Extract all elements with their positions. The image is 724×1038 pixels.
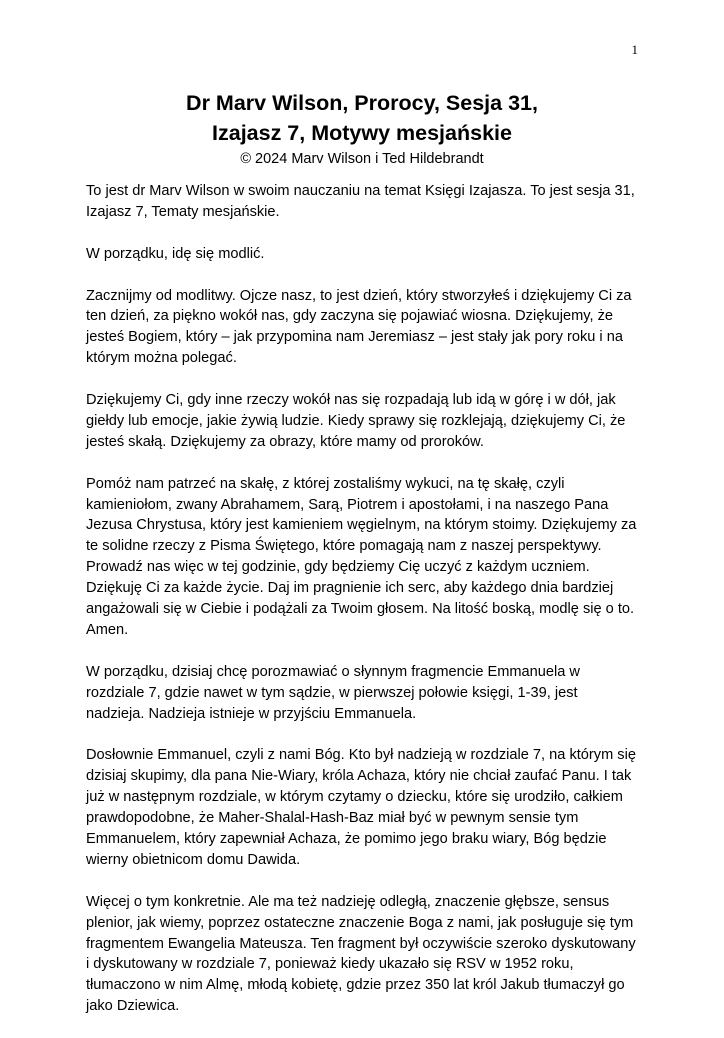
body-text: [86, 181, 638, 1038]
title-line-1: Dr Marv Wilson, Prorocy, Sesja 31,: [186, 91, 538, 115]
paragraph: W porządku, dzisiaj chcę porozmawiać o słynnym fragmencie Emmanuela w rozdziale 7, gdzie nawet w tym sądzie, w pierwszej połowie księgi, 1-39, jest nadzieja. Nadzieja istnieje w przyjściu Emmanuela.: [86, 663, 580, 722]
title-line-2: Izajasz 7, Motywy mesjańskie: [212, 121, 512, 145]
paragraph: Dziękujemy Ci, gdy inne rzeczy wokół nas się rozpadają lub idą w górę i w dół, jak giełdy lub emocje, jakie żywią ludzie. Kiedy sprawy się rozklejają, dziękujemy Ci, że jesteś skałą. Dziękujemy za obrazy, które mamy od proroków.: [86, 392, 626, 450]
paragraph: Pomóż nam patrzeć na skałę, z której zostaliśmy wykuci, na tę skałę, czyli kamieniołom, zwany Abrahamem, Sarą, Piotrem i apostołami, i na naszego Pana Jezusa Chrystusa, który jest kamieniem węgielnym, na którym stoimy. Dziękujemy za te solidne rzeczy z Pisma Świętego, które pomagają nam z naszej perspektywy. Prowadź nas więc w tej godzinie, gdy będziemy Cię uczyć z każdym uczniem. Dziękuję Ci za każde życie. Daj im pragnienie ich serc, aby każdego dnia bardziej angażowali się w Ciebie i podążali za Twoim głosem. Na litość boską, modlę się o to. Amen.: [86, 475, 637, 638]
paragraph: Zacznijmy od modlitwy. Ojcze nasz, to jest dzień, który stworzyłeś i dziękujemy Ci za ten dzień, za piękno wokół nas, gdy zaczyna się pojawiać wiosna. Dziękujemy, że jesteś Bogiem, który – jak przypomina nam Jeremiasz – jest stały jak pory roku i na którym można polegać.: [86, 287, 632, 367]
copyright-notice: © 2024 Marv Wilson i Ted Hildebrandt: [240, 151, 484, 167]
page-number: 1: [631, 42, 638, 57]
paragraph: To jest dr Marv Wilson w swoim nauczaniu na temat Księgi Izajasza. To jest sesja 31, Izajasz 7, Tematy mesjańskie.: [86, 183, 635, 220]
paragraph: Więcej o tym konkretnie. Ale ma też nadzieję odległą, znaczenie głębsze, sensus plenior, jak wiemy, poprzez ostateczne znaczenie Boga z nami, jak posługuje się tym fragmentem Ewangelia Mateusza. Ten fragment był oczywiście szeroko dyskutowany i dyskutowany w rozdziale 7, ponieważ kiedy ukazało się RSV w 1952 roku, tłumaczono w nim Almę, młodą kobietę, gdzie przez 350 lat król Jakub tłumaczył go jako Dziewica.: [86, 893, 636, 1015]
paragraph: Dosłownie Emmanuel, czyli z nami Bóg. Kto był nadzieją w rozdziale 7, na którym się dzisiaj skupimy, dla pana Nie-Wiary, króla Achaza, który nie chciał zaufać Panu. I tak już w następnym rozdziale, w którym czytamy o dziecku, które się urodziło, całkiem prawdopodobne, że Maher-Shalal-Hash-Baz miał być w pewnym sensie tym Emmanuelem, który zapewniał Achaza, że pomimo jego braku wiary, Bóg będzie wierny obietnicom domu Dawida.: [86, 747, 636, 868]
paragraph: W porządku, idę się modlić.: [86, 245, 265, 262]
title-block: [86, 88, 638, 169]
